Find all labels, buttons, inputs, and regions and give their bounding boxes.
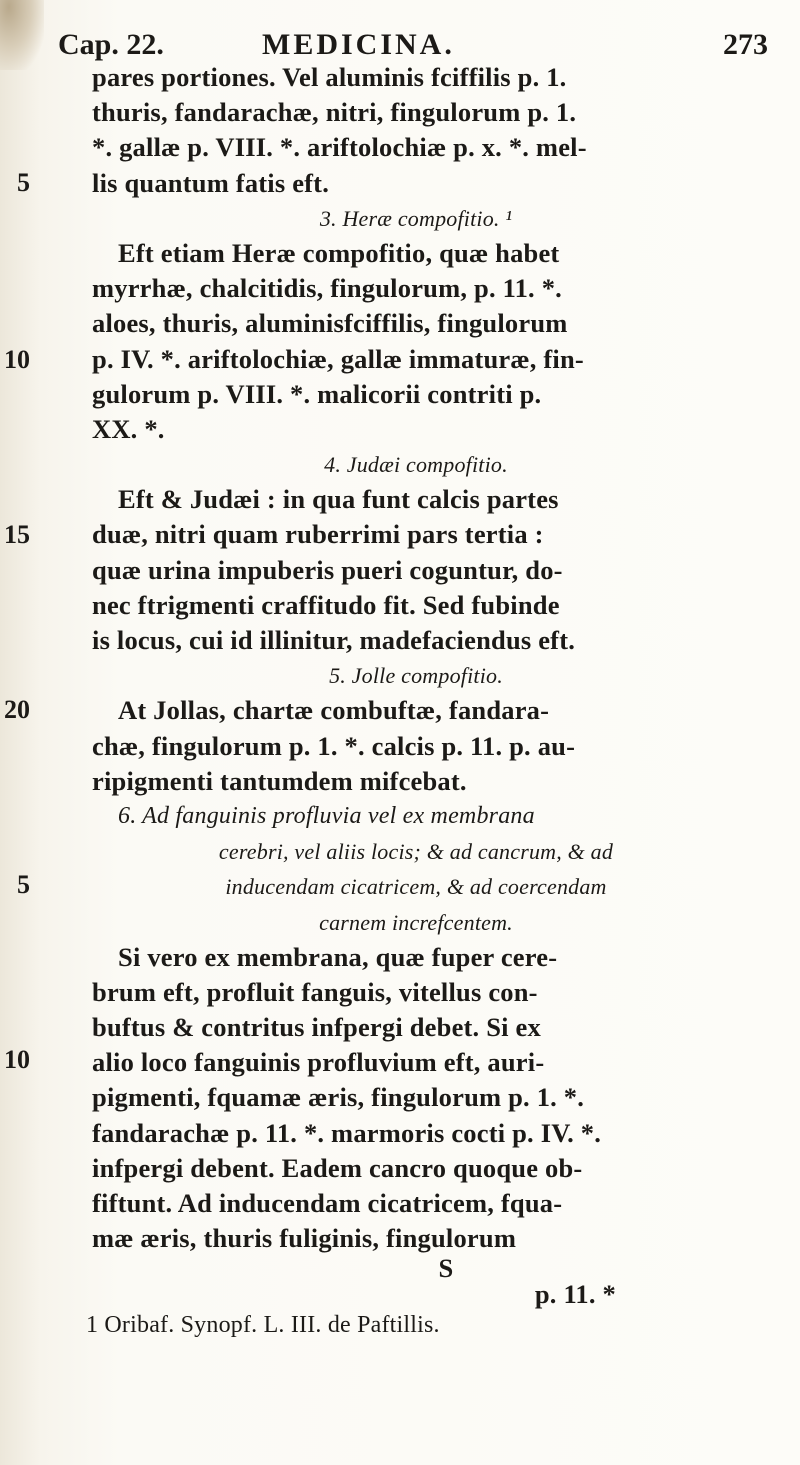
text-line: ripigmenti tantumdem mifcebat.: [92, 765, 467, 796]
text-line: XX. *.: [92, 413, 165, 444]
section-heading: 3. Heræ compofitio. ¹: [319, 205, 513, 231]
section-heading-line: cerebri, vel aliis locis; & ad cancrum, & ad: [218, 839, 614, 865]
section-heading: 4. Judæi compofitio.: [324, 452, 508, 478]
section-heading-line: inducendam cicatricem, & ad coercendam: [225, 874, 607, 900]
footnote: 1 Oribaf. Synopf. L. III. de Paftillis.: [86, 1312, 440, 1339]
text-line: mæ æris, thuris fuliginis, fingulorum: [92, 1223, 517, 1254]
text-line: pares portiones. Vel aluminis fciffilis p. 1.: [92, 62, 567, 92]
section-heading: 5. Jolle compofitio.: [329, 663, 503, 689]
text-line: Eft & Judæi : in qua funt calcis partes: [118, 484, 559, 515]
text-line: nec ftrigmenti craffitudo fit. Sed fubinde: [92, 589, 560, 620]
text-line: brum eft, profluit fanguis, vitellus con-: [92, 976, 538, 1007]
margin-line-number: 20: [4, 695, 30, 724]
text-line: alio loco fanguinis profluvium eft, auri-: [92, 1047, 545, 1078]
text-line: quæ urina impuberis pueri coguntur, do-: [92, 554, 563, 585]
text-line: is locus, cui id illinitur, madefaciendus eft.: [92, 625, 576, 655]
text-line: fiftunt. Ad inducendam cicatricem, fqua-: [92, 1188, 563, 1218]
section-heading-line: carnem increfcentem.: [319, 909, 513, 935]
section-heading: 6. Ad fanguinis profluvia vel ex membrana: [118, 802, 535, 829]
text-line: Si vero ex membrana, quæ fuper cere-: [118, 941, 558, 972]
margin-line-number: 10: [4, 1045, 30, 1074]
text-line: *. gallæ p. VIII. *. ariftolochiæ p. x. *. mel-: [92, 132, 587, 163]
text-line: fandarachæ p. 11. *. marmoris cocti p. IV. *.: [92, 1117, 602, 1148]
margin-line-number: 5: [17, 168, 30, 197]
text-line: p. IV. *. ariftolochiæ, gallæ immaturæ, fin-: [92, 343, 584, 374]
margin-line-number: 5: [17, 870, 30, 899]
text-line: Eft etiam Heræ compofitio, quæ habet: [118, 237, 560, 268]
paper-stain: [0, 0, 44, 70]
text-line: duæ, nitri quam ruberrimi pars tertia :: [92, 519, 544, 550]
signature-mark: S: [438, 1253, 454, 1284]
body-text: [66, 60, 766, 1344]
running-title: MEDICINA.: [262, 28, 455, 61]
text-line: thuris, fandarachæ, nitri, fingulorum p. 1.: [92, 97, 577, 128]
catchword: p. 11. *: [534, 1279, 616, 1310]
text-line: pigmenti, fquamæ æris, fingulorum p. 1. *.: [92, 1082, 585, 1113]
margin-line-number: 10: [4, 345, 30, 374]
text-line: infpergi debent. Eadem cancro quoque ob-: [92, 1152, 583, 1183]
margin-line-number: 15: [4, 520, 30, 549]
text-line: At Jollas, chartæ combuftæ, fandara-: [118, 695, 550, 726]
chapter-label: Cap. 22.: [58, 28, 164, 61]
text-line: myrrhæ, chalcitidis, fingulorum, p. 11. *.: [92, 273, 562, 304]
text-line: gulorum p. VIII. *. malicorii contriti p.: [92, 378, 542, 409]
text-line: lis quantum fatis eft.: [92, 167, 330, 198]
text-line: buftus & contritus infpergi debet. Si ex: [92, 1012, 541, 1043]
text-line: chæ, fingulorum p. 1. *. calcis p. 11. p. au-: [92, 730, 576, 761]
text-line: aloes, thuris, aluminisfciffilis, fingulorum: [92, 308, 568, 339]
page-number: 273: [723, 28, 768, 61]
